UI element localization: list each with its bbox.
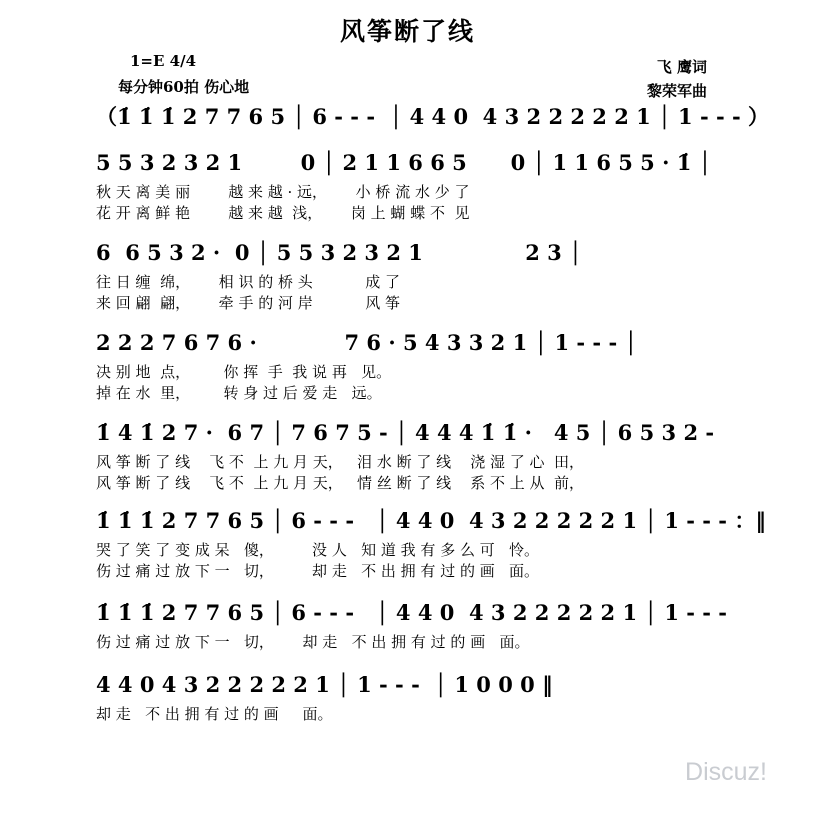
music-system-7 (0, 672, 815, 725)
lyric-line-verse1: 往 日 缠 绵， 相 识 的 桥 头 成 了 (96, 273, 400, 291)
notation-line: 1̇ 1̇ 1̇ 2 7 7 6 5 │ 6 - - - │ 4 4 0 4 3 2 2 2 2 2 1 │ 1 - - - ：‖ (96, 508, 766, 533)
music-system-5 (0, 508, 815, 582)
lyric-line-verse1: 伤 过 痛 过 放 下 一 切， 却 走 不 出 拥 有 过 的 画 面。 (96, 633, 530, 651)
lyric-line-verse2: 伤 过 痛 过 放 下 一 切， 却 走 不 出 拥 有 过 的 画 面。 (96, 562, 540, 580)
lyric-line-verse1: 秋 天 离 美 丽 越 来 越 · 远， 小 桥 流 水 少 了 (96, 183, 470, 201)
lyric-line-verse1: 风 筝 断 了 线 飞 不 上 九 月 天， 泪 水 断 了 线 浇 湿 了 心 田， (96, 453, 585, 471)
lyric-line-verse2: 风 筝 断 了 线 飞 不 上 九 月 天， 情 丝 断 了 线 系 不 上 从 前， (96, 474, 585, 492)
music-system-1 (0, 150, 815, 224)
notation-line: 5 5 3 2 3 2 1 0 │ 2 1 1 6 6 5 0 │ 1 1 6 5 5 · 1̇ │ (96, 150, 712, 175)
lyric-line-verse2: 掉 在 水 里， 转 身 过 后 爱 走 远。 (96, 384, 382, 402)
notation-line: 2 2 2 7 6 7 6 · 7 6 · 5 4 3 3 2 1 │ 1 - - - │ (96, 330, 638, 355)
lyricist-credit: 飞 鹰词 (656, 58, 707, 76)
lyric-line-verse2: 来 回 翩 翩， 牵 手 的 河 岸 风 筝 (96, 294, 400, 312)
lyric-line-verse1: 哭 了 笑 了 变 成 呆 傻， 没 人 知 道 我 有 多 么 可 怜。 (96, 541, 540, 559)
composer-credit: 黎荣军曲 (646, 82, 707, 100)
notation-line: 1̇ 4 1̇ 2 7 · 6 7 │ 7 6 7 5 - │ 4 4 4 1̇ 1̇ · 4 5 │ 6 5 3 2 - (96, 420, 715, 445)
lyric-line-verse2: 花 开 离 鲜 艳 越 来 越 浅， 岗 上 蝴 蝶 不 见 (96, 204, 470, 222)
music-system-3 (0, 330, 815, 404)
notation-line: 6 6 5 3 2 · 0 │ 5 5 3 2 3 2 1 2 3 │ (96, 240, 582, 265)
music-system-4 (0, 420, 815, 494)
music-system-6 (0, 600, 815, 653)
music-system-2 (0, 240, 815, 314)
notation-line: 4 4 0 4 3 2 2 2 2 2 1 │ 1 - - - │ 1 0 0 0 ‖ (96, 672, 553, 697)
notation-line: 1̇ 1̇ 1̇ 2 7 7 6 5 │ 6 - - - │ 4 4 0 4 3 2 2 2 2 2 1 │ 1 - - - (96, 600, 728, 625)
key-signature: 1=E 4/4 (130, 52, 197, 70)
lyric-line-verse1: 却 走 不 出 拥 有 过 的 画 面。 (96, 705, 333, 723)
watermark: Discuz! (685, 758, 767, 786)
lyric-line-verse1: 决 别 地 点， 你 挥 手 我 说 再 见。 (96, 363, 392, 381)
tempo-expression: 每分钟60拍 伤心地 (118, 78, 250, 96)
notation-line: （1̇ 1̇ 1̇ 2 7 7 6 5 │ 6 - - - │ 4 4 0 4 3 2 2 2 2 2 1 │ 1 - - - ） (96, 104, 770, 129)
music-system-intro (0, 104, 815, 130)
page-title: 风筝断了线 (339, 17, 475, 46)
